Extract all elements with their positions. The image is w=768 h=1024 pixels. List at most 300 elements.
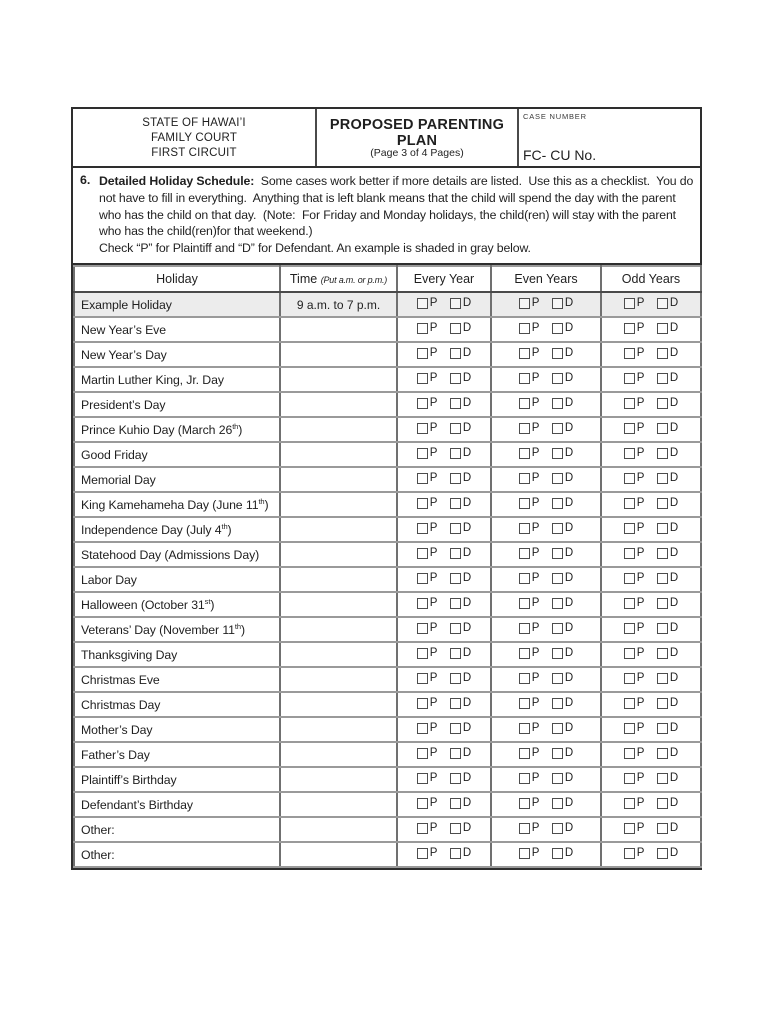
checkbox-label-d: D — [564, 472, 574, 484]
checkbox-odd-years-defendant[interactable] — [657, 673, 668, 684]
checkbox-every-year-defendant[interactable] — [450, 398, 461, 409]
odd-years-cell — [601, 492, 701, 517]
time-field[interactable] — [280, 542, 397, 567]
checkbox-label-p: P — [636, 497, 645, 509]
checkbox-even-years-defendant[interactable] — [552, 473, 563, 484]
checkbox-label-p: P — [531, 722, 540, 734]
checkbox-label-p: P — [636, 647, 645, 659]
even-years-cell — [491, 792, 601, 817]
checkbox-even-years-plaintiff[interactable] — [519, 373, 530, 384]
every-year-cell — [397, 417, 491, 442]
checkbox-even-years-defendant[interactable] — [552, 448, 563, 459]
checkbox-even-years-defendant[interactable] — [552, 698, 563, 709]
checkbox-label-p: P — [636, 697, 645, 709]
time-field[interactable] — [280, 517, 397, 542]
checkbox-label-d: D — [462, 547, 472, 559]
checkbox-even-years-plaintiff[interactable] — [519, 723, 530, 734]
checkbox-even-years-plaintiff[interactable] — [519, 648, 530, 659]
checkbox-every-year-defendant[interactable] — [450, 698, 461, 709]
column-header-holiday: Holiday — [74, 266, 280, 292]
checkbox-even-years-defendant[interactable] — [552, 823, 563, 834]
checkbox-odd-years-plaintiff[interactable] — [624, 748, 635, 759]
every-year-cell — [397, 792, 491, 817]
checkbox-odd-years-defendant[interactable] — [657, 323, 668, 334]
checkbox-even-years-plaintiff[interactable] — [519, 523, 530, 534]
checkbox-odd-years-plaintiff[interactable] — [624, 673, 635, 684]
checkbox-even-years-defendant[interactable] — [552, 623, 563, 634]
checkbox-every-year-defendant[interactable] — [450, 423, 461, 434]
time-field[interactable] — [280, 717, 397, 742]
time-field[interactable] — [280, 742, 397, 767]
holiday-name: Father’s Day — [81, 748, 150, 763]
every-year-cell — [397, 392, 491, 417]
holiday-cell — [74, 642, 280, 667]
even-years-cell — [491, 567, 601, 592]
checkbox-odd-years-plaintiff[interactable] — [624, 698, 635, 709]
checkbox-odd-years-defendant[interactable] — [657, 523, 668, 534]
section-number: 6. — [80, 173, 91, 187]
checkbox-every-year-plaintiff[interactable] — [417, 398, 428, 409]
checkbox-even-years-defendant[interactable] — [552, 323, 563, 334]
checkbox-label-d: D — [669, 372, 679, 384]
checkbox-even-years-defendant[interactable] — [552, 848, 563, 859]
checkbox-every-year-plaintiff[interactable] — [417, 773, 428, 784]
holiday-cell — [74, 392, 280, 417]
checkbox-every-year-plaintiff[interactable] — [417, 673, 428, 684]
checkbox-every-year-plaintiff[interactable] — [417, 373, 428, 384]
checkbox-every-year-defendant[interactable] — [450, 623, 461, 634]
holiday-cell — [74, 442, 280, 467]
checkbox-every-year-plaintiff[interactable] — [417, 648, 428, 659]
checkbox-label-p: P — [429, 697, 438, 709]
checkbox-label-p: P — [429, 747, 438, 759]
column-header-even-years: Even Years — [491, 266, 601, 292]
checkbox-even-years-defendant[interactable] — [552, 573, 563, 584]
even-years-cell — [491, 517, 601, 542]
checkbox-even-years-plaintiff[interactable] — [519, 773, 530, 784]
checkbox-odd-years-defendant[interactable] — [657, 648, 668, 659]
holiday-name-suffix: ) — [264, 498, 269, 513]
checkbox-odd-years-plaintiff[interactable] — [624, 523, 635, 534]
checkbox-even-years-plaintiff[interactable] — [519, 823, 530, 834]
odd-years-cell — [601, 567, 701, 592]
checkbox-even-years-plaintiff[interactable] — [519, 798, 530, 809]
time-field[interactable] — [280, 442, 397, 467]
every-year-cell — [397, 467, 491, 492]
checkbox-every-year-defendant[interactable] — [450, 648, 461, 659]
checkbox-label-d: D — [462, 722, 472, 734]
checkbox-odd-years-defendant[interactable] — [657, 448, 668, 459]
holiday-name: Halloween (October 31 — [81, 598, 205, 613]
checkbox-even-years-defendant[interactable] — [552, 398, 563, 409]
checkbox-odd-years-plaintiff[interactable] — [624, 648, 635, 659]
every-year-cell — [397, 642, 491, 667]
odd-years-cell — [601, 467, 701, 492]
checkbox-every-year-plaintiff[interactable] — [417, 448, 428, 459]
checkbox-label-p: P — [429, 447, 438, 459]
checkbox-label-d: D — [462, 847, 472, 859]
even-years-cell — [491, 492, 601, 517]
checkbox-odd-years-defendant[interactable] — [657, 348, 668, 359]
checkbox-every-year-plaintiff[interactable] — [417, 848, 428, 859]
checkbox-label-d: D — [669, 422, 679, 434]
time-field[interactable] — [280, 792, 397, 817]
odd-years-cell — [601, 792, 701, 817]
checkbox-odd-years-plaintiff[interactable] — [624, 848, 635, 859]
holiday-name: Independence Day (July 4 — [81, 523, 222, 538]
holiday-name: Other: — [81, 823, 115, 838]
checkbox-every-year-plaintiff[interactable] — [417, 348, 428, 359]
checkbox-odd-years-plaintiff[interactable] — [624, 573, 635, 584]
checkbox-label-d: D — [669, 547, 679, 559]
checkbox-odd-years-plaintiff[interactable] — [624, 623, 635, 634]
time-field[interactable] — [280, 367, 397, 392]
checkbox-even-years-defendant[interactable] — [552, 723, 563, 734]
section-body — [99, 173, 697, 240]
even-years-cell — [491, 692, 601, 717]
time-field[interactable] — [280, 342, 397, 367]
checkbox-every-year-defendant[interactable] — [450, 573, 461, 584]
checkbox-even-years-defendant[interactable] — [552, 648, 563, 659]
checkbox-even-years-plaintiff[interactable] — [519, 498, 530, 509]
holiday-name: Other: — [81, 848, 115, 863]
checkbox-odd-years-defendant[interactable] — [657, 848, 668, 859]
checkbox-even-years-plaintiff[interactable] — [519, 848, 530, 859]
checkbox-label-p: P — [531, 397, 540, 409]
column-header-every-year: Every Year — [397, 266, 491, 292]
checkbox-label-d: D — [669, 597, 679, 609]
holiday-cell — [74, 742, 280, 767]
checkbox-every-year-plaintiff[interactable] — [417, 723, 428, 734]
checkbox-label-p: P — [531, 747, 540, 759]
checkbox-label-d: D — [564, 647, 574, 659]
table-row — [74, 367, 701, 392]
time-field[interactable] — [280, 692, 397, 717]
holiday-cell — [74, 692, 280, 717]
holiday-cell — [74, 567, 280, 592]
checkbox-odd-years-plaintiff[interactable] — [624, 373, 635, 384]
checkbox-every-year-plaintiff[interactable] — [417, 598, 428, 609]
checkbox-odd-years-plaintiff[interactable] — [624, 473, 635, 484]
checkbox-label-d: D — [669, 572, 679, 584]
time-value: 9 a.m. to 7 p.m. — [296, 297, 381, 312]
checkbox-even-years-plaintiff[interactable] — [519, 423, 530, 434]
checkbox-every-year-plaintiff[interactable] — [417, 798, 428, 809]
checkbox-label-p: P — [429, 347, 438, 359]
every-year-cell — [397, 292, 491, 317]
checkbox-every-year-defendant[interactable] — [450, 548, 461, 559]
checkbox-odd-years-defendant[interactable] — [657, 748, 668, 759]
checkbox-even-years-plaintiff[interactable] — [519, 673, 530, 684]
checkbox-label-p: P — [429, 647, 438, 659]
court-line-circuit: FIRST CIRCUIT — [151, 147, 237, 159]
checkbox-label-p: P — [636, 747, 645, 759]
odd-years-cell — [601, 767, 701, 792]
holiday-name: Good Friday — [81, 448, 148, 463]
holiday-cell — [74, 492, 280, 517]
checkbox-label-d: D — [564, 547, 574, 559]
holiday-cell — [74, 792, 280, 817]
every-year-cell — [397, 342, 491, 367]
checkbox-even-years-defendant[interactable] — [552, 348, 563, 359]
time-field[interactable] — [280, 767, 397, 792]
time-field[interactable] — [280, 642, 397, 667]
checkbox-odd-years-defendant[interactable] — [657, 423, 668, 434]
checkbox-even-years-defendant[interactable] — [552, 673, 563, 684]
holiday-name-suffix: ) — [227, 523, 232, 538]
holiday-cell — [74, 542, 280, 567]
holiday-name-superscript: th — [234, 621, 241, 631]
every-year-cell — [397, 617, 491, 642]
checkbox-odd-years-defendant[interactable] — [657, 723, 668, 734]
every-year-cell — [397, 742, 491, 767]
time-field[interactable] — [280, 617, 397, 642]
holiday-name: Prince Kuhio Day (March 26 — [81, 423, 233, 438]
every-year-cell — [397, 817, 491, 842]
checkbox-even-years-defendant[interactable] — [552, 798, 563, 809]
checkbox-every-year-plaintiff[interactable] — [417, 748, 428, 759]
checkbox-even-years-plaintiff[interactable] — [519, 323, 530, 334]
checkbox-every-year-defendant[interactable] — [450, 473, 461, 484]
court-line-state: STATE OF HAWAI’I — [142, 117, 246, 129]
even-years-cell — [491, 367, 601, 392]
checkbox-label-p: P — [429, 547, 438, 559]
table-row — [74, 517, 701, 542]
checkbox-label-p: P — [429, 847, 438, 859]
checkbox-even-years-plaintiff[interactable] — [519, 448, 530, 459]
table-row — [74, 317, 701, 342]
checkbox-odd-years-plaintiff[interactable] — [624, 398, 635, 409]
checkbox-odd-years-defendant[interactable] — [657, 598, 668, 609]
every-year-cell — [397, 567, 491, 592]
checkbox-label-p: P — [429, 722, 438, 734]
holiday-cell — [74, 817, 280, 842]
form-title: PROPOSED PARENTING PLAN — [329, 117, 505, 149]
form-title-block — [317, 109, 519, 166]
even-years-cell — [491, 767, 601, 792]
checkbox-label-d: D — [564, 447, 574, 459]
table-row — [74, 542, 701, 567]
checkbox-odd-years-defendant[interactable] — [657, 823, 668, 834]
checkbox-even-years-defendant[interactable] — [552, 298, 563, 309]
checkbox-odd-years-defendant[interactable] — [657, 573, 668, 584]
checkbox-odd-years-defendant[interactable] — [657, 623, 668, 634]
checkbox-label-d: D — [669, 522, 679, 534]
checkbox-every-year-defendant[interactable] — [450, 798, 461, 809]
checkbox-even-years-plaintiff[interactable] — [519, 573, 530, 584]
column-header-time — [280, 266, 397, 292]
case-number-field[interactable]: FC- CU No. — [523, 147, 597, 163]
checkbox-every-year-defendant[interactable] — [450, 848, 461, 859]
checkbox-label-p: P — [429, 797, 438, 809]
time-field[interactable] — [280, 842, 397, 867]
checkbox-odd-years-defendant[interactable] — [657, 398, 668, 409]
case-number-block — [519, 109, 700, 166]
table-row — [74, 692, 701, 717]
checkbox-even-years-defendant[interactable] — [552, 548, 563, 559]
even-years-cell — [491, 667, 601, 692]
checkbox-odd-years-plaintiff[interactable] — [624, 548, 635, 559]
time-field[interactable] — [280, 592, 397, 617]
checkbox-every-year-plaintiff[interactable] — [417, 323, 428, 334]
checkbox-even-years-defendant[interactable] — [552, 523, 563, 534]
checkbox-every-year-plaintiff[interactable] — [417, 698, 428, 709]
checkbox-odd-years-defendant[interactable] — [657, 698, 668, 709]
checkbox-label-d: D — [462, 372, 472, 384]
holiday-name-superscript: st — [204, 596, 211, 606]
every-year-cell — [397, 442, 491, 467]
checkbox-every-year-defendant[interactable] — [450, 448, 461, 459]
every-year-cell — [397, 842, 491, 867]
checkbox-odd-years-plaintiff[interactable] — [624, 423, 635, 434]
holiday-name: Memorial Day — [81, 473, 156, 488]
checkbox-every-year-defendant[interactable] — [450, 348, 461, 359]
odd-years-cell — [601, 667, 701, 692]
checkbox-label-d: D — [462, 447, 472, 459]
checkbox-label-p: P — [531, 447, 540, 459]
holiday-name: Defendant’s Birthday — [81, 798, 193, 813]
time-field[interactable] — [280, 567, 397, 592]
checkbox-odd-years-defendant[interactable] — [657, 498, 668, 509]
checkbox-even-years-plaintiff[interactable] — [519, 598, 530, 609]
checkbox-even-years-plaintiff[interactable] — [519, 698, 530, 709]
every-year-cell — [397, 492, 491, 517]
column-header-time-note: (Put a.m. or p.m.) — [320, 275, 388, 285]
checkbox-every-year-plaintiff[interactable] — [417, 823, 428, 834]
checkbox-odd-years-plaintiff[interactable] — [624, 598, 635, 609]
checkbox-label-d: D — [669, 722, 679, 734]
checkbox-odd-years-defendant[interactable] — [657, 798, 668, 809]
checkbox-label-d: D — [564, 697, 574, 709]
checkbox-even-years-defendant[interactable] — [552, 598, 563, 609]
checkbox-every-year-plaintiff[interactable] — [417, 423, 428, 434]
checkbox-every-year-defendant[interactable] — [450, 723, 461, 734]
time-field[interactable] — [280, 492, 397, 517]
checkbox-even-years-plaintiff[interactable] — [519, 623, 530, 634]
checkbox-odd-years-plaintiff[interactable] — [624, 298, 635, 309]
checkbox-every-year-defendant[interactable] — [450, 673, 461, 684]
checkbox-label-p: P — [636, 772, 645, 784]
checkbox-every-year-defendant[interactable] — [450, 773, 461, 784]
checkbox-every-year-plaintiff[interactable] — [417, 548, 428, 559]
checkbox-every-year-defendant[interactable] — [450, 373, 461, 384]
time-field[interactable] — [280, 667, 397, 692]
checkbox-label-p: P — [531, 472, 540, 484]
time-field[interactable] — [280, 317, 397, 342]
holiday-cell — [74, 767, 280, 792]
checkbox-odd-years-defendant[interactable] — [657, 773, 668, 784]
checkbox-label-p: P — [531, 672, 540, 684]
checkbox-odd-years-plaintiff[interactable] — [624, 348, 635, 359]
checkbox-odd-years-plaintiff[interactable] — [624, 773, 635, 784]
checkbox-every-year-plaintiff[interactable] — [417, 473, 428, 484]
holiday-name-superscript: th — [258, 496, 265, 506]
checkbox-every-year-plaintiff[interactable] — [417, 573, 428, 584]
even-years-cell — [491, 717, 601, 742]
time-field[interactable] — [280, 417, 397, 442]
checkbox-odd-years-plaintiff[interactable] — [624, 448, 635, 459]
checkbox-label-d: D — [669, 772, 679, 784]
checkbox-odd-years-defendant[interactable] — [657, 373, 668, 384]
time-field[interactable] — [280, 292, 397, 317]
checkbox-every-year-plaintiff[interactable] — [417, 623, 428, 634]
page-number: (Page 3 of 4 Pages) — [370, 147, 464, 159]
holiday-name: Mother’s Day — [81, 723, 153, 738]
checkbox-label-p: P — [636, 522, 645, 534]
checkbox-odd-years-plaintiff[interactable] — [624, 723, 635, 734]
time-field[interactable] — [280, 392, 397, 417]
checkbox-even-years-plaintiff[interactable] — [519, 398, 530, 409]
checkbox-label-d: D — [564, 397, 574, 409]
time-field[interactable] — [280, 467, 397, 492]
table-row — [74, 492, 701, 517]
checkbox-odd-years-plaintiff[interactable] — [624, 798, 635, 809]
checkbox-label-p: P — [636, 422, 645, 434]
checkbox-odd-years-plaintiff[interactable] — [624, 823, 635, 834]
checkbox-every-year-defendant[interactable] — [450, 598, 461, 609]
even-years-cell — [491, 842, 601, 867]
holiday-cell — [74, 417, 280, 442]
checkbox-even-years-plaintiff[interactable] — [519, 348, 530, 359]
table-row — [74, 592, 701, 617]
checkbox-label-p: P — [429, 297, 438, 309]
checkbox-every-year-defendant[interactable] — [450, 523, 461, 534]
checkbox-label-p: P — [531, 597, 540, 609]
checkbox-even-years-defendant[interactable] — [552, 373, 563, 384]
checkbox-odd-years-plaintiff[interactable] — [624, 498, 635, 509]
checkbox-every-year-defendant[interactable] — [450, 298, 461, 309]
checkbox-even-years-plaintiff[interactable] — [519, 473, 530, 484]
checkbox-label-d: D — [564, 422, 574, 434]
checkbox-label-d: D — [462, 647, 472, 659]
checkbox-even-years-defendant[interactable] — [552, 423, 563, 434]
checkbox-every-year-defendant[interactable] — [450, 748, 461, 759]
checkbox-every-year-plaintiff[interactable] — [417, 298, 428, 309]
checkbox-label-p: P — [429, 597, 438, 609]
time-field[interactable] — [280, 817, 397, 842]
checkbox-even-years-plaintiff[interactable] — [519, 548, 530, 559]
checkbox-every-year-plaintiff[interactable] — [417, 498, 428, 509]
checkbox-label-d: D — [669, 297, 679, 309]
checkbox-label-d: D — [462, 522, 472, 534]
checkbox-even-years-defendant[interactable] — [552, 748, 563, 759]
column-header-odd-years: Odd Years — [601, 266, 701, 292]
checkbox-every-year-defendant[interactable] — [450, 823, 461, 834]
checkbox-label-d: D — [669, 647, 679, 659]
checkbox-every-year-plaintiff[interactable] — [417, 523, 428, 534]
even-years-cell — [491, 817, 601, 842]
checkbox-every-year-defendant[interactable] — [450, 323, 461, 334]
checkbox-label-d: D — [669, 472, 679, 484]
checkbox-even-years-plaintiff[interactable] — [519, 298, 530, 309]
table-row — [74, 667, 701, 692]
checkbox-even-years-defendant[interactable] — [552, 498, 563, 509]
checkbox-odd-years-defendant[interactable] — [657, 473, 668, 484]
checkbox-label-p: P — [531, 622, 540, 634]
holiday-name-suffix: ) — [210, 598, 215, 613]
checkbox-odd-years-defendant[interactable] — [657, 548, 668, 559]
checkbox-even-years-defendant[interactable] — [552, 773, 563, 784]
checkbox-label-d: D — [462, 822, 472, 834]
holiday-cell — [74, 367, 280, 392]
checkbox-even-years-plaintiff[interactable] — [519, 748, 530, 759]
checkbox-every-year-defendant[interactable] — [450, 498, 461, 509]
odd-years-cell — [601, 692, 701, 717]
table-row — [74, 292, 701, 317]
checkbox-odd-years-defendant[interactable] — [657, 298, 668, 309]
checkbox-label-d: D — [564, 497, 574, 509]
checkbox-odd-years-plaintiff[interactable] — [624, 323, 635, 334]
